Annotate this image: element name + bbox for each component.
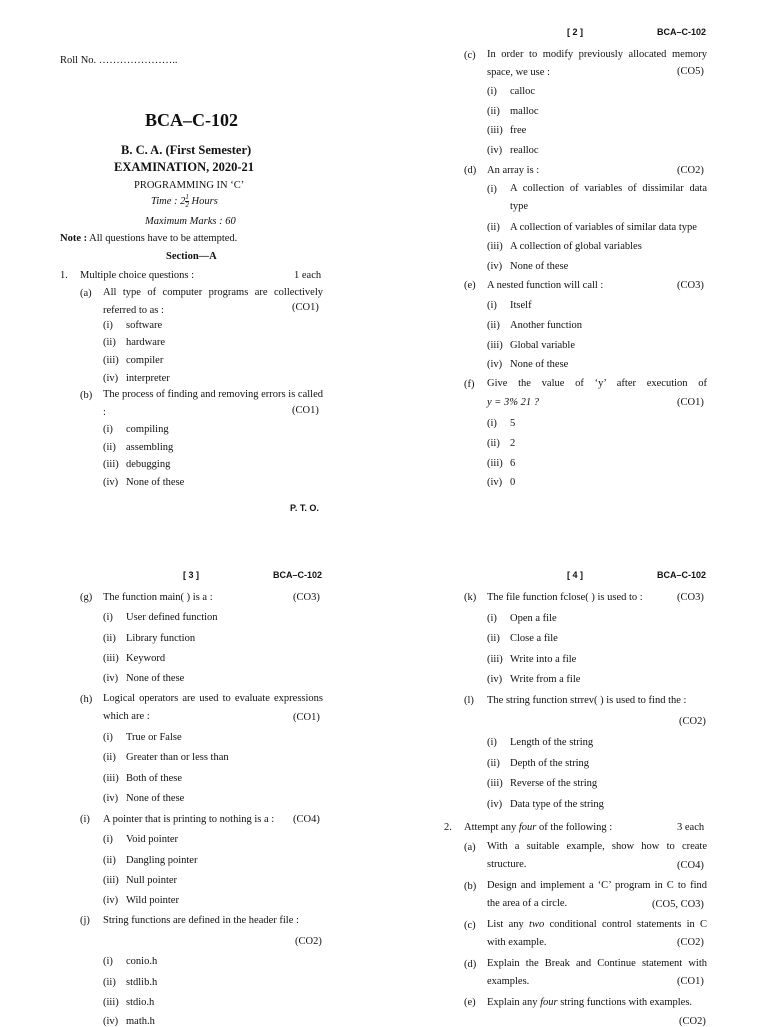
subject-name: PROGRAMMING IN ‘C’ (134, 180, 245, 191)
option-text: Keyword (126, 653, 166, 664)
question-h-text: Logical operators are used to evaluate expressions which are : (103, 693, 323, 722)
question-2d-label: (d) (464, 959, 477, 970)
question-2e-pre: Explain any (487, 997, 538, 1008)
option-numeral: (iii) (103, 773, 119, 784)
option-text: assembling (126, 442, 174, 453)
question-2b-text: Design and implement a ‘C’ program in C to find the area of a circle. (487, 880, 707, 909)
option-text: None of these (126, 477, 185, 488)
option-text: malloc (510, 106, 539, 117)
option-numeral: (ii) (103, 977, 116, 988)
question-2e-text (487, 997, 692, 1008)
option-text: Write from a file (510, 674, 581, 685)
option-numeral: (iv) (487, 799, 503, 810)
question-f-expression: y = 3% 21 ? (487, 397, 539, 408)
option-text: Global variable (510, 340, 576, 351)
option-numeral: (ii) (103, 337, 116, 348)
option-text: Open a file (510, 613, 557, 624)
page-code: BCA–C-102 (273, 570, 323, 580)
option-numeral: (ii) (487, 438, 500, 449)
exam-title: EXAMINATION, 2020-21 (114, 160, 255, 174)
option-numeral: (iv) (103, 673, 119, 684)
paper-code-title: BCA–C-102 (145, 110, 238, 130)
maximum-marks: Maximum Marks : 60 (145, 216, 236, 227)
question-k-label: (k) (464, 592, 477, 603)
option-text: math.h (126, 1016, 155, 1027)
option-numeral: (ii) (487, 222, 500, 233)
time-fraction-numerator: 1 (185, 193, 189, 201)
option-numeral: (iii) (103, 653, 119, 664)
option-numeral: (iv) (487, 477, 503, 488)
option-text: 2 (510, 438, 516, 449)
question-2e-count: four (540, 997, 558, 1008)
option-numeral: (i) (487, 184, 497, 195)
time-fraction-denominator: 2 (185, 201, 189, 209)
option-numeral: (i) (103, 424, 113, 435)
question-2a-text: With a suitable example, show how to create structure. (487, 841, 707, 870)
page-code: BCA–C-102 (657, 570, 707, 580)
option-numeral: (iv) (487, 145, 503, 156)
question-e-text: A nested function will call : (487, 280, 604, 291)
option-numeral: (iii) (487, 340, 503, 351)
option-text: User defined function (126, 612, 218, 623)
option-numeral: (ii) (487, 106, 500, 117)
option-text: None of these (126, 673, 185, 684)
question-2a-co: (CO4) (677, 860, 704, 871)
option-numeral: (iv) (103, 793, 119, 804)
option-numeral: (ii) (487, 758, 500, 769)
option-numeral: (ii) (487, 633, 500, 644)
option-numeral: (iv) (103, 373, 119, 384)
question-2-number: 2. (444, 822, 452, 833)
section-heading: Section—A (166, 251, 217, 262)
question-2e-post: string functions with examples. (560, 997, 693, 1008)
option-numeral: (iii) (103, 875, 119, 886)
question-f-label: (f) (464, 379, 475, 390)
option-text: conio.h (126, 956, 158, 967)
course-name: B. C. A. (First Semester) (121, 143, 252, 157)
option-numeral: (iii) (103, 459, 119, 470)
question-2b-co: (CO5, CO3) (652, 899, 704, 910)
please-turn-over: P. T. O. (290, 503, 319, 513)
option-text: Itself (510, 300, 532, 311)
option-numeral: (iv) (103, 477, 119, 488)
question-2c-co: (CO2) (677, 937, 704, 948)
page-number: [ 2 ] (567, 27, 584, 37)
question-2c-text (487, 916, 707, 952)
option-text: True or False (126, 732, 182, 743)
question-a-co: (CO1) (292, 302, 319, 313)
question-c-co: (CO5) (677, 66, 704, 77)
option-numeral: (iii) (487, 125, 503, 136)
question-e-co: (CO3) (677, 280, 704, 291)
time-fraction (185, 194, 189, 209)
option-numeral: (i) (487, 300, 497, 311)
option-text: Null pointer (126, 875, 178, 886)
option-numeral: (iv) (103, 1016, 119, 1027)
option-text: Dangling pointer (126, 855, 198, 866)
question-b-co: (CO1) (292, 405, 319, 416)
option-text: A collection of global variables (510, 241, 642, 252)
question-j-text: String functions are defined in the header file : (103, 915, 299, 926)
question-2c-label: (c) (464, 920, 476, 931)
option-numeral: (i) (103, 956, 113, 967)
option-text: stdio.h (126, 997, 155, 1008)
option-numeral: (iii) (103, 355, 119, 366)
option-text: Depth of the string (510, 758, 590, 769)
question-i-text: A pointer that is printing to nothing is a : (103, 814, 275, 825)
question-k-text: The file function fclose( ) is used to : (487, 592, 643, 603)
question-2c-pre: List any (487, 919, 524, 930)
question-g-label: (g) (80, 592, 93, 603)
question-2e-label: (e) (464, 997, 476, 1008)
note-label: Note : (60, 233, 88, 244)
time-allowed (151, 194, 218, 209)
question-2-text (464, 822, 612, 833)
question-1-number: 1. (60, 270, 68, 281)
time-unit: Hours (191, 195, 218, 207)
option-text: interpreter (126, 373, 170, 384)
option-text: None of these (510, 359, 569, 370)
note-text: All questions have to be attempted. (89, 233, 238, 244)
option-text: A collection of variables of similar data type (510, 222, 697, 233)
question-2d-co: (CO1) (677, 976, 704, 987)
note (60, 233, 237, 244)
question-d-co: (CO2) (677, 165, 704, 176)
question-2a-label: (a) (464, 842, 476, 853)
question-f-text: Give the value of ‘y’ after execution of (487, 378, 707, 389)
question-2c-count: two (529, 919, 545, 930)
option-numeral: (iv) (487, 261, 503, 272)
option-text: Another function (510, 320, 583, 331)
option-text: Data type of the string (510, 799, 604, 810)
option-text: Library function (126, 633, 196, 644)
question-g-co: (CO3) (293, 592, 320, 603)
option-numeral: (iii) (487, 654, 503, 665)
option-text: Both of these (126, 773, 182, 784)
option-numeral: (iv) (487, 674, 503, 685)
option-numeral: (i) (487, 418, 497, 429)
page-number: [ 4 ] (567, 570, 584, 580)
question-i-label: (i) (80, 814, 90, 825)
option-text: software (126, 320, 163, 331)
question-j-label: (j) (80, 915, 90, 926)
question-h-label: (h) (80, 694, 93, 705)
question-d-label: (d) (464, 165, 477, 176)
option-text: Reverse of the string (510, 778, 598, 789)
question-l-co: (CO2) (679, 716, 706, 727)
option-numeral: (ii) (487, 320, 500, 331)
question-b-label: (b) (80, 390, 93, 401)
option-text: Length of the string (510, 737, 594, 748)
option-text: None of these (510, 261, 569, 272)
option-text: free (510, 125, 527, 136)
option-text: None of these (126, 793, 185, 804)
question-1-text: Multiple choice questions : (80, 270, 195, 281)
page-code: BCA–C-102 (657, 27, 707, 37)
option-numeral: (iii) (103, 997, 119, 1008)
question-g-text: The function main( ) is a : (103, 592, 213, 603)
question-k-co: (CO3) (677, 592, 704, 603)
question-d-text: An array is : (487, 165, 540, 176)
option-text: stdlib.h (126, 977, 158, 988)
option-text: Close a file (510, 633, 558, 644)
question-c-text: In order to modify previously allocated memory space, we use : (487, 49, 707, 78)
option-numeral: (i) (487, 613, 497, 624)
option-numeral: (i) (103, 732, 113, 743)
option-numeral: (i) (487, 86, 497, 97)
option-text: 5 (510, 418, 516, 429)
question-l-text: The string function strrev( ) is used to find the : (487, 695, 687, 706)
option-text: Wild pointer (126, 895, 179, 906)
question-b-text: The process of finding and removing errors is called : (103, 389, 323, 418)
question-f-co: (CO1) (677, 397, 704, 408)
option-numeral: (ii) (103, 855, 116, 866)
page-number: [ 3 ] (183, 570, 200, 580)
option-text: Greater than or less than (126, 752, 229, 763)
question-2e-co: (CO2) (679, 1016, 706, 1027)
option-numeral: (i) (103, 320, 113, 331)
option-numeral: (iii) (487, 458, 503, 469)
question-h-co: (CO1) (293, 712, 320, 723)
question-2c-post: conditional control statements in C with example. (487, 919, 707, 948)
question-i-co: (CO4) (293, 814, 320, 825)
time-label: Time : 2 (151, 195, 186, 207)
option-text: compiling (126, 424, 169, 435)
option-text: realloc (510, 145, 539, 156)
option-numeral: (i) (103, 834, 113, 845)
question-2-pre: Attempt any (464, 822, 517, 833)
option-numeral: (iii) (487, 241, 503, 252)
question-2-count: four (518, 822, 537, 833)
question-e-label: (e) (464, 280, 476, 291)
question-2d-text: Explain the Break and Continue statement with examples. (487, 958, 707, 987)
option-text: debugging (126, 459, 171, 470)
option-text: compiler (126, 355, 164, 366)
option-numeral: (i) (103, 612, 113, 623)
option-text: calloc (510, 86, 536, 97)
question-j-co: (CO2) (295, 936, 322, 947)
option-numeral: (iii) (487, 778, 503, 789)
option-text: A collection of variables of dissimilar data type (510, 183, 707, 212)
question-2-post: of the following : (538, 822, 613, 833)
question-2b-label: (b) (464, 881, 477, 892)
roll-number: Roll No. ………………….. (60, 55, 178, 66)
option-text: Void pointer (126, 834, 179, 845)
option-text: 6 (510, 458, 516, 469)
option-text: hardware (126, 337, 166, 348)
option-numeral: (ii) (103, 752, 116, 763)
question-c-label: (c) (464, 50, 476, 61)
question-l-label: (l) (464, 695, 474, 706)
question-2-marks: 3 each (677, 822, 705, 833)
option-numeral: (iv) (103, 895, 119, 906)
option-text: Write into a file (510, 654, 577, 665)
question-a-label: (a) (80, 288, 92, 299)
question-1-marks: 1 each (294, 270, 322, 281)
question-a-text: All type of computer programs are collectively referred to as : (103, 287, 323, 316)
option-numeral: (ii) (103, 442, 116, 453)
option-numeral: (ii) (103, 633, 116, 644)
option-numeral: (iv) (487, 359, 503, 370)
option-text: 0 (510, 477, 516, 488)
option-numeral: (i) (487, 737, 497, 748)
